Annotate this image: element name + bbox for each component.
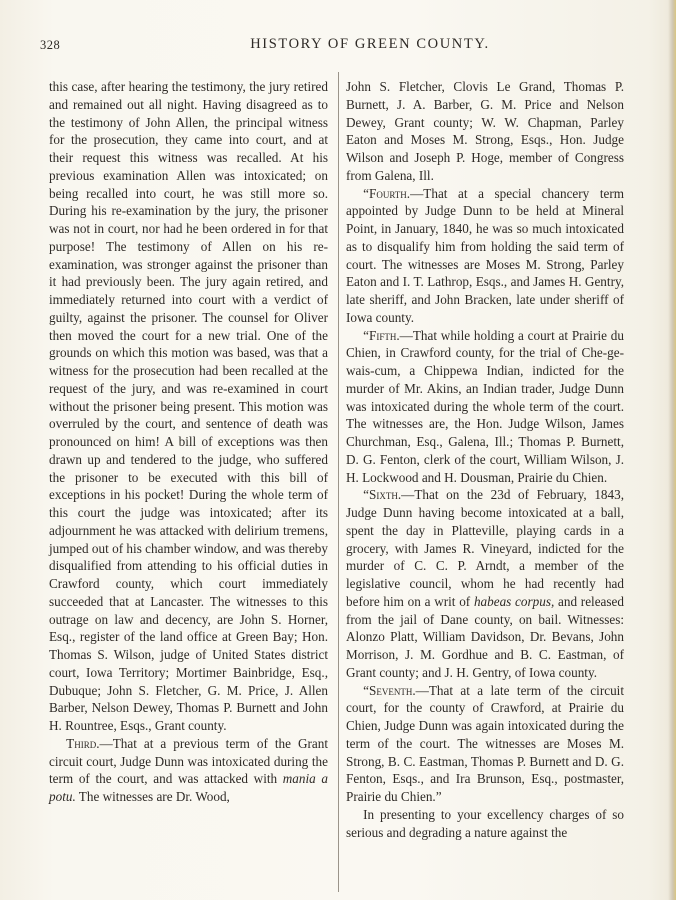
page-number: 328 (40, 38, 61, 52)
paragraph-text: —That at a special chancery term appointed by Judge Dunn to be held at Mineral Point, in January, 1840, he was so much intoxicated as to disqualify him from holding the said term of court. The witnesses are Moses M. Strong, Parley Eaton and I. T. Lathrop, Esqs., and James H. Gentry, late sheriff, and John Bracken, late under sheriff of Iowa county. (346, 185, 624, 325)
page-header (40, 34, 620, 56)
paragraph: In presenting to your excellency charges of so serious and degrading a nature against the (346, 806, 624, 840)
page-edge-shadow (668, 0, 676, 900)
paragraph (346, 682, 624, 806)
section-lead: “Fifth. (363, 327, 400, 343)
paragraph: this case, after hearing the testimony, the jury retired and remained out all night. Having disagreed as to the testimony of John Allen, the principal witness for the prosecution, they came into court, and at their request this witness was recalled. At his previous examination Allen was intoxicated; on being recalled into court, he was still more so. During his re-examination by the jury, the prisoner was not in court, nor had he been ordered in for that purpose! The testimony of Allen on his re-examination, was stronger against the prisoner than it had previously been. The jury again retired, and immediately returned into court with a verdict of guilty, against the prisoner. The counsel for Oliver then moved the court for a new trial. One of the grounds on which this motion was based, was that a witness for the prosecution had been recalled at the request of the jury, and was re-examined in court without the prisoner being present. This motion was overruled by the court, and sentence of death was pronounced on him! A bill of exceptions was then drawn up and tendered to the judge, who suffered the prisoner to be executed with this bill of exceptions in his pocket! During the whole term of this court the judge was intoxicated; after its adjournment he was attacked with delirium tremens, jumped out of his chamber window, and was thereby disqualified from attending to his official duties in Crawford county, which court immediately succeeded that at Lancaster. The witnesses to this outrage on law and decency, are John S. Horner, Esq., register of the land office at Green Bay; Hon. Thomas S. Wilson, judge of United States district court, Iowa Territory; Mortimer Bainbridge, Esq., Dubuque; John S. Fletcher, G. M. Price, J. Allen Barber, Nelson Dewey, Thomas P. Burnett and John H. Rountree, Esqs., Grant county. (49, 79, 328, 733)
right-column (346, 78, 624, 841)
paragraph (346, 185, 624, 327)
paragraph-text: —That at a late term of the circuit court, for the county of Crawford, at Prairie du Chien, Judge Dunn was again intoxicated during the term of the court. The witnesses are Moses M. Strong, B. C. Eastman, Thomas P. Burnett and D. G. Fenton, Esqs., and Ira Brunson, Esq., postmaster, Prairie du Chien.” (346, 682, 624, 804)
paragraph-text: —That while holding a court at Prairie du Chien, in Crawford county, for the trial of Che-ge-wais-cum, a Chippewa Indian, indicted for the murder of Mr. Akins, an Indian trader, Judge Dunn was intoxicated during the whole term of the court. The witnesses are, the Hon. Judge Wilson, James Churchman, Esq., Galena, Ill.; Thomas P. Burnett, D. G. Fenton, clerk of the court, William Wilson, J. H. Lockwood and H. Dousman, Prairie du Chien. (346, 327, 624, 485)
paragraph-text: —That on the 23d of February, 1843, Judge Dunn having become intoxicated at a ball, spent the day in Platteville, playing cards in a grocery, with James R. Vineyard, indicted for the murder of C. C. P. Arndt, a member of the legislative council, whom he had recently had before him on a writ of (346, 487, 624, 609)
section-lead: Third. (66, 735, 100, 751)
paragraph (346, 327, 624, 487)
italic-text: habeas corpus, (473, 593, 555, 609)
running-head: HISTORY OF GREEN COUNTY. (250, 36, 490, 52)
section-lead: “Seventh. (363, 682, 416, 698)
section-lead: “Fourth. (363, 185, 411, 201)
paragraph-text: The witnesses are Dr. Wood, (75, 789, 230, 804)
paragraph: John S. Fletcher, Clovis Le Grand, Thomas P. Burnett, J. A. Barber, G. M. Price and Nelson Dewey, Grant county; W. W. Chapman, Parley Eaton and Moses M. Strong, Esqs., Hon. Judge Wilson and Joseph P. Hoge, member of Congress from Galena, Ill. (346, 79, 624, 183)
section-lead: “Sixth. (363, 487, 402, 503)
paragraph (49, 735, 328, 806)
paragraph-text: and released from the jail of Dane county, on bail. Witnesses: Alonzo Platt, William Davidson, Dr. Bevans, John Morrison, J. M. Gordhue and B. C. Eastman, of Grant county; and J. H. Gentry, of Iowa county. (346, 593, 624, 680)
paragraph-text: —That at a previous term of the Grant circuit court, Judge Dunn was intoxicated during the term of the court, and was attacked with (49, 735, 328, 787)
paragraph (346, 486, 624, 681)
italic-text: mania a potu. (49, 771, 328, 804)
left-column (49, 78, 328, 806)
column-divider (338, 72, 339, 892)
